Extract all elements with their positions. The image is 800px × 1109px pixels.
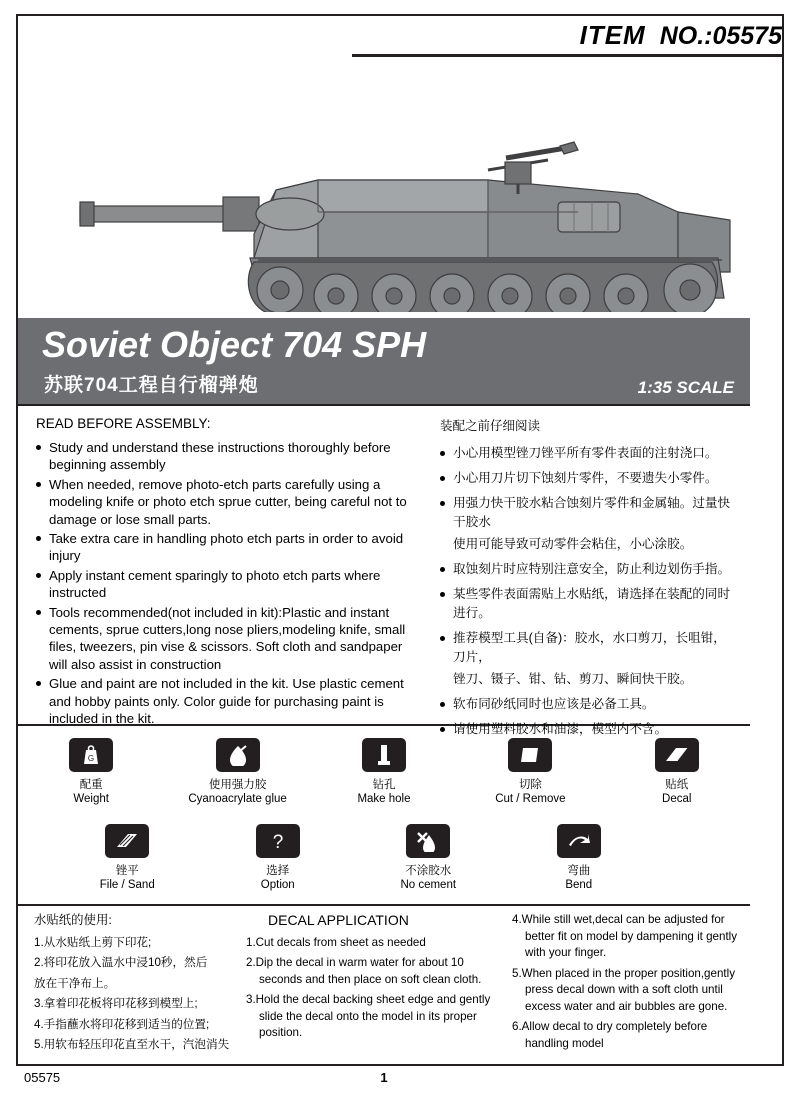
drill-hole-icon bbox=[362, 738, 406, 772]
item-number-value: NO.:05575 bbox=[659, 22, 782, 50]
option-icon bbox=[256, 824, 300, 858]
list-item-line1: 请使用塑料胶水和油漆，模型内不含。 bbox=[453, 722, 668, 736]
instructions-heading-cn: 装配之前仔细阅读 bbox=[440, 419, 541, 433]
legend-label-en: Option bbox=[260, 879, 295, 891]
list-item bbox=[438, 585, 738, 623]
no-cement-icon bbox=[406, 824, 450, 858]
footer-item-code: 05575 bbox=[24, 1070, 61, 1085]
decal-step-en: 3.Hold the decal backing sheet edge and gently slide the decal onto the model in its proper position. bbox=[246, 993, 491, 1039]
instructions-section bbox=[18, 404, 750, 736]
legend-item-file-sand bbox=[57, 824, 197, 892]
legend-label-en: Make hole bbox=[357, 793, 411, 805]
list-item: Glue and paint are not included in the kit. Use plastic cement and hobby paints only. Color guide for purchasing paint is included in the kit. bbox=[34, 675, 420, 727]
legend-label-cn: 弯曲 bbox=[567, 865, 591, 877]
decal-title-cn: 水贴纸的使用: bbox=[34, 913, 112, 927]
legend-label-en: Bend bbox=[565, 879, 593, 891]
weight-icon bbox=[69, 738, 113, 772]
legend-item-cyanoacrylate-glue bbox=[168, 738, 308, 806]
list-item-line1: 某些零件表面需贴上水贴纸，请选择在装配的同时进行。 bbox=[453, 587, 731, 620]
legend-item-no-cement bbox=[358, 824, 498, 892]
legend-label-cn: 不涂胶水 bbox=[405, 865, 452, 877]
instructions-list-en bbox=[34, 439, 420, 728]
decal-application-section bbox=[18, 906, 750, 1054]
instructions-heading-en: READ BEFORE ASSEMBLY: bbox=[36, 416, 211, 431]
decal-step-cn: 放在干净布上。 bbox=[34, 976, 116, 990]
list-item bbox=[438, 560, 738, 579]
list-item-line1: 取蚀刻片时应特别注意安全，防止利边划伤手指。 bbox=[453, 562, 731, 576]
glue-drop-icon bbox=[216, 738, 260, 772]
list-item-line1: 小心用模型锉刀锉平所有零件表面的注射浇口。 bbox=[453, 446, 718, 460]
instructions-chinese bbox=[438, 416, 738, 745]
decal-title-en: DECAL APPLICATION bbox=[268, 912, 409, 928]
list-item bbox=[438, 494, 738, 554]
decal-step-cn: 3.拿着印花板将印花移到模型上; bbox=[34, 997, 198, 1010]
item-label: ITEM bbox=[579, 20, 646, 50]
list-item-line1: 推荐模型工具(自备)：胶水，水口剪刀，长咀钳，刀片， bbox=[453, 631, 726, 664]
list-item-line1: 小心用刀片切下蚀刻片零件，不要遗失小零件。 bbox=[453, 471, 718, 485]
decal-step-cn: 1.从水贴纸上剪下印花; bbox=[34, 935, 152, 949]
legend-item-cut-remove bbox=[460, 738, 600, 806]
list-item-line1: 软布同砂纸同时也应该是必备工具。 bbox=[453, 697, 655, 711]
svg-text:?: ? bbox=[272, 832, 284, 852]
tank-line-art bbox=[18, 62, 750, 312]
symbol-legend-row-2 bbox=[18, 824, 750, 892]
symbol-legend-row-1 bbox=[18, 738, 750, 806]
list-item: Study and understand these instructions thoroughly before beginning assembly bbox=[34, 439, 420, 474]
list-item: Take extra care in handling photo etch parts in order to avoid injury bbox=[34, 530, 420, 565]
decal-icon bbox=[655, 738, 699, 772]
list-item-line2: 使用可能导致可动零件会粘住，小心涂胶。 bbox=[453, 537, 693, 551]
legend-label-cn: 使用强力胶 bbox=[208, 779, 267, 791]
instructions-english bbox=[34, 416, 420, 730]
decal-english-column-right bbox=[512, 912, 744, 1056]
item-number-header bbox=[580, 20, 782, 51]
legend-label-cn: 钻孔 bbox=[372, 779, 396, 791]
legend-label-en: No cement bbox=[400, 879, 457, 891]
symbol-legend bbox=[18, 726, 750, 906]
scale-label: 1:35 SCALE bbox=[637, 378, 734, 397]
footer-page-number: 1 bbox=[380, 1070, 388, 1085]
list-item bbox=[438, 469, 738, 488]
decal-step-cn: 5.用软布轻压印花直至水干，汽泡消失 bbox=[34, 1038, 230, 1051]
list-item: Apply instant cement sparingly to photo etch parts where instructed bbox=[34, 567, 420, 602]
header-rule bbox=[352, 54, 782, 57]
page-title: Soviet Object 704 SPH bbox=[42, 324, 427, 365]
legend-label-en: Decal bbox=[662, 793, 692, 805]
decal-chinese-column bbox=[34, 912, 234, 1058]
legend-label-en: File / Sand bbox=[99, 879, 155, 891]
decal-step-cn: 4.手指蘸水将印花移到适当的位置; bbox=[34, 1017, 210, 1031]
list-item-line2: 锉刀、镊子、钳、钻、剪刀、瞬间快干胶。 bbox=[453, 672, 693, 686]
list-item-line1: 用强力快干胶水粘合蚀刻片零件和金属轴。过量快干胶水 bbox=[453, 496, 731, 529]
decal-english-column-left bbox=[246, 912, 498, 1046]
decal-step-en: 1.Cut decals from sheet as needed bbox=[246, 935, 426, 949]
legend-label-cn: 配重 bbox=[79, 779, 103, 791]
decal-step-en: 4.While still wet,decal can be adjusted for better fit on model by dampening it gently with your finger. bbox=[512, 913, 738, 959]
legend-item-bend bbox=[509, 824, 649, 892]
page-title-chinese: 苏联704工程自行榴弹炮 bbox=[44, 375, 259, 396]
legend-label-cn: 贴纸 bbox=[665, 779, 689, 791]
list-item: When needed, remove photo-etch parts carefully using a modeling knife or photo etch sprue cutter, being careful not to damage or lose small parts. bbox=[34, 476, 420, 528]
list-item bbox=[438, 695, 738, 714]
svg-text:G: G bbox=[88, 754, 95, 763]
file-sand-icon bbox=[105, 824, 149, 858]
legend-item-decal bbox=[607, 738, 747, 806]
decal-step-cn: 2.将印花放入温水中浸10秒，然后 bbox=[34, 956, 208, 969]
legend-label-en: Cut / Remove bbox=[495, 793, 566, 805]
legend-label-cn: 选择 bbox=[266, 865, 290, 877]
decal-step-en: 5.When placed in the proper position,gently press decal down with a soft cloth until excess water and air bubbles are gone. bbox=[512, 966, 735, 1013]
legend-label-en: Cyanoacrylate glue bbox=[188, 793, 287, 805]
tank-illustration bbox=[18, 62, 750, 312]
legend-item-option bbox=[208, 824, 348, 892]
list-item bbox=[438, 629, 738, 689]
page-footer bbox=[18, 1070, 782, 1094]
legend-label-cn: 切除 bbox=[518, 779, 542, 791]
legend-item-weight bbox=[21, 738, 161, 806]
bend-icon bbox=[557, 824, 601, 858]
cut-remove-icon bbox=[508, 738, 552, 772]
legend-item-make-hole bbox=[314, 738, 454, 806]
legend-label-cn: 锉平 bbox=[115, 865, 139, 877]
decal-step-en: 6.Allow decal to dry completely before handling model bbox=[512, 1020, 708, 1050]
decal-step-en: 2.Dip the decal in warm water for about 10 seconds and then place on soft clean cloth. bbox=[246, 956, 482, 986]
instructions-list-cn bbox=[438, 444, 738, 739]
list-item: Tools recommended(not included in kit):Plastic and instant cements, sprue cutters,long nose pliers,modeling knife, small files, tweezers, pin vise & scissors. Soft cloth and sandpaper will also assist in construction bbox=[34, 604, 420, 674]
legend-label-en: Weight bbox=[73, 793, 109, 805]
title-band bbox=[18, 318, 750, 404]
list-item bbox=[438, 444, 738, 463]
